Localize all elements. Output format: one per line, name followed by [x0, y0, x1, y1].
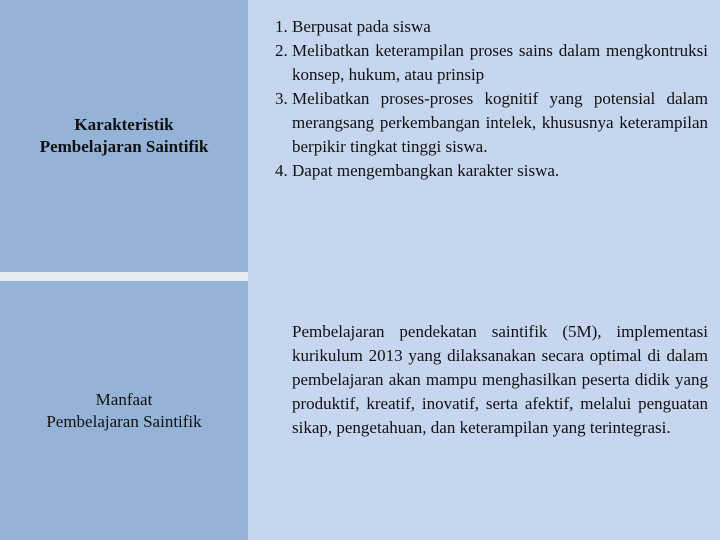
label-karakteristik-text: Karakteristik Pembelajaran Saintifik	[39, 115, 209, 156]
list-item: 1. Berpusat pada siswa	[292, 15, 708, 39]
karakteristik-list	[262, 15, 708, 183]
list-item: 3. Melibatkan proses-proses kognitif yang potensial dalam merangsang perkembangan intelek, khususnya keterampilan berpikir tingkat tinggi siswa.	[292, 87, 708, 159]
label-manfaat	[0, 281, 248, 540]
label-karakteristik	[0, 0, 248, 272]
list-item: 2. Melibatkan keterampilan proses sains dalam mengkontruksi konsep, hukum, atau prinsip	[292, 39, 708, 87]
karakteristik-content	[262, 15, 708, 183]
manfaat-paragraph: Pembelajaran pendekatan saintifik (5M), implementasi kurikulum 2013 yang dilaksanakan secara optimal di dalam pembelajaran akan mampu menghasilkan peserta didik yang produktif, kreatif, inovatif, serta afektif, melalui penguatan sikap, pengetahuan, dan keterampilan yang terintegrasi.	[292, 322, 708, 437]
list-item: 4. Dapat mengembangkan karakter siswa.	[292, 159, 708, 183]
label-manfaat-text: Manfaat Pembelajaran Saintifik	[46, 389, 202, 431]
manfaat-content	[292, 320, 708, 440]
